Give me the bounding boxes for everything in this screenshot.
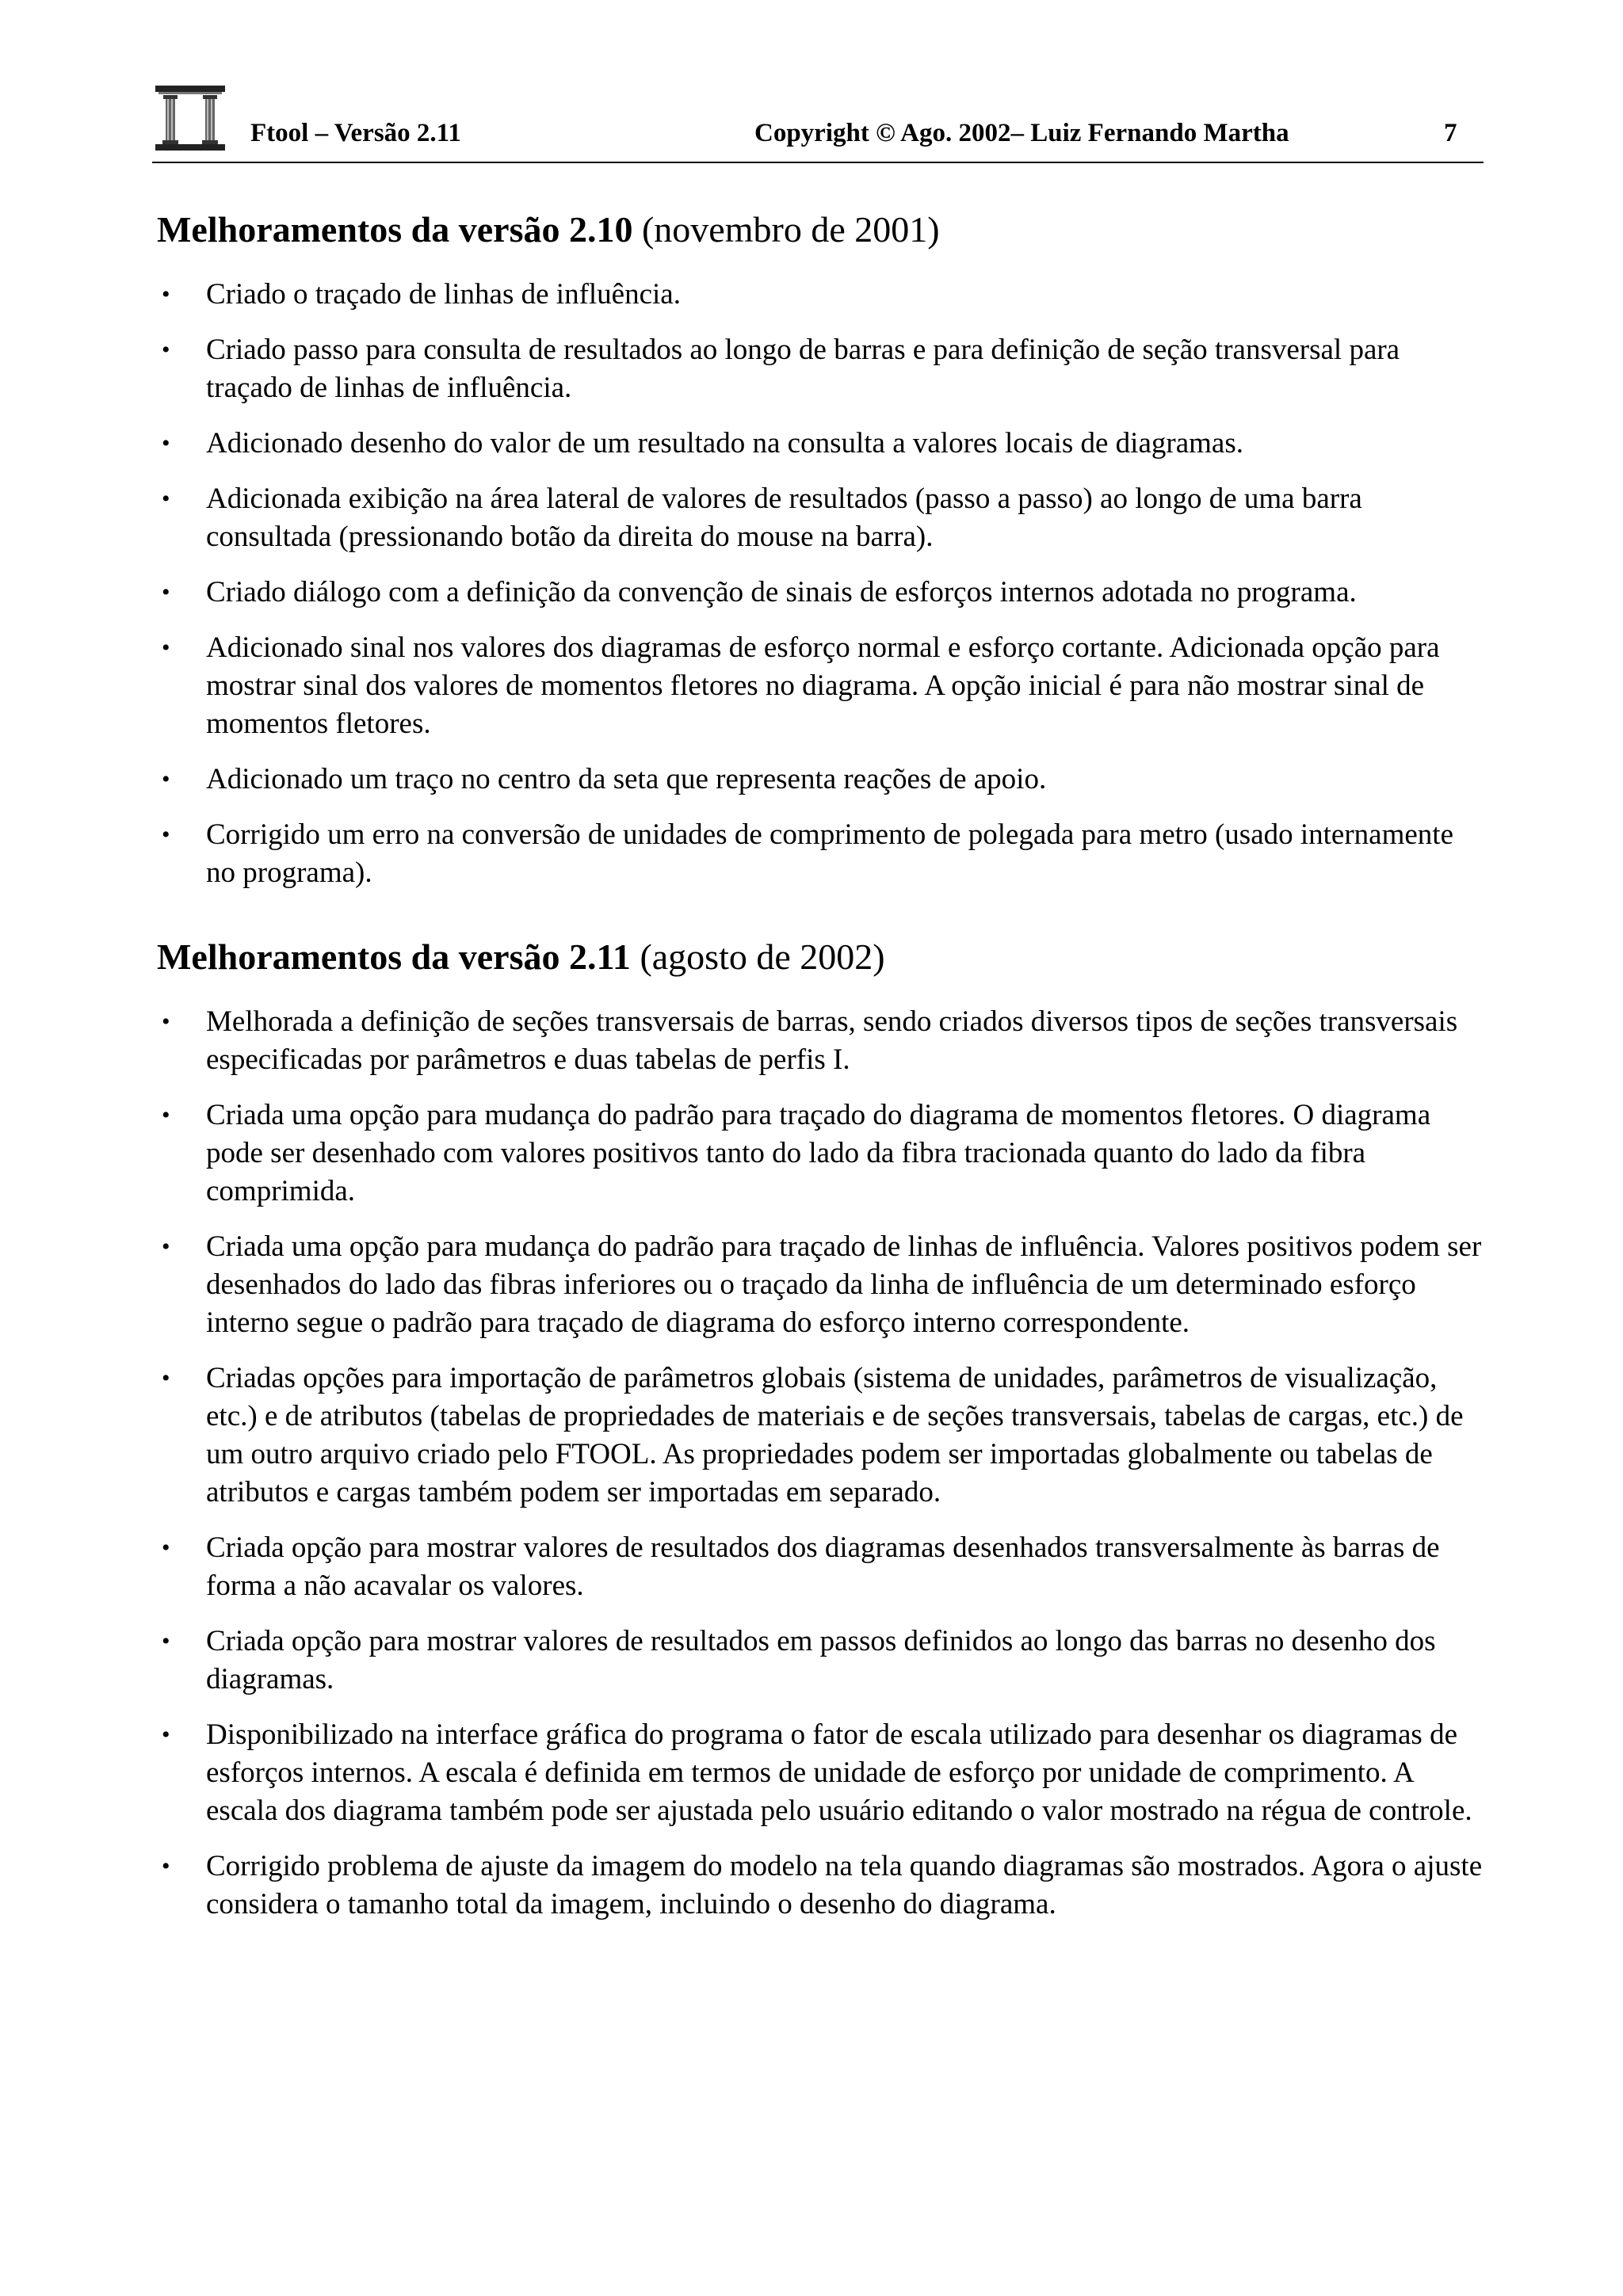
list-item bbox=[157, 1003, 1490, 1079]
bullet-icon: • bbox=[162, 337, 170, 363]
list-item-text: Disponibilizado na interface gráfica do programa o fator de escala utilizado para desenhar os diagramas de esforços internos. A escala é definida em termos de unidade de esforço por unidade de comprimento. A escala dos diagrama também pode ser ajustada pelo usuário editando o valor mostrado na régua de controle. bbox=[206, 1718, 1472, 1827]
bullet-icon: • bbox=[162, 766, 170, 792]
section-title bbox=[157, 208, 1488, 252]
bullet-icon: • bbox=[162, 1535, 170, 1561]
list-item-text: Adicionado desenho do valor de um resultado na consulta a valores locais de diagramas. bbox=[206, 427, 1243, 460]
bullet-icon: • bbox=[162, 1365, 170, 1391]
document-body bbox=[157, 208, 1488, 1941]
bullet-icon: • bbox=[162, 579, 170, 605]
list-item bbox=[157, 1228, 1490, 1342]
list-item-text: Criado passo para consulta de resultados ao longo de barras e para definição de seção transversal para traçado de linhas de influência. bbox=[206, 334, 1400, 404]
bullet-icon: • bbox=[162, 486, 170, 512]
bullet-list bbox=[157, 1003, 1488, 1924]
section-title-date: (agosto de 2002) bbox=[640, 936, 885, 977]
list-item bbox=[157, 629, 1490, 743]
list-item-text: Adicionado um traço no centro da seta que representa reações de apoio. bbox=[206, 763, 1047, 795]
bullet-icon: • bbox=[162, 281, 170, 307]
header-divider bbox=[152, 162, 1484, 163]
list-item bbox=[157, 331, 1490, 407]
header-app-version: Ftool – Versão 2.11 bbox=[250, 119, 461, 147]
list-item bbox=[157, 1848, 1490, 1924]
list-item bbox=[157, 1360, 1490, 1512]
bullet-icon: • bbox=[162, 1722, 170, 1748]
bullet-icon: • bbox=[162, 1853, 170, 1879]
bullet-icon: • bbox=[162, 1628, 170, 1654]
list-item-text: Corrigido um erro na conversão de unidades de comprimento de polegada para metro (usado internamente no programa). bbox=[206, 818, 1453, 889]
list-item-text: Criada opção para mostrar valores de resultados em passos definidos ao longo das barras no desenho dos diagramas. bbox=[206, 1625, 1436, 1695]
list-item bbox=[157, 1716, 1490, 1830]
list-item bbox=[157, 1529, 1490, 1605]
list-item bbox=[157, 276, 1490, 314]
bullet-icon: • bbox=[162, 1234, 170, 1260]
list-item-text: Adicionado sinal nos valores dos diagramas de esforço normal e esforço cortante. Adicionada opção para mostrar sinal dos valores de momentos fletores no diagrama. A opção inicial é para não mostrar sinal de momentos fletores. bbox=[206, 631, 1440, 740]
section-version-2-11 bbox=[157, 935, 1488, 1924]
bullet-list bbox=[157, 276, 1488, 892]
list-item bbox=[157, 1097, 1490, 1211]
section-title-main: Melhoramentos da versão 2.11 bbox=[157, 936, 631, 977]
list-item-text: Criado o traçado de linhas de influência. bbox=[206, 278, 681, 311]
section-title-date: (novembro de 2001) bbox=[641, 209, 940, 250]
list-item-text: Criadas opções para importação de parâmetros globais (sistema de unidades, parâmetros de visualização, etc.) e de atributos (tabelas de propriedades de materiais e de seções transversais, tabelas de cargas, etc.) de um outro arquivo criado pelo FTOOL. As propriedades podem ser importadas globalmente ou tabelas de atributos e cargas também podem ser importadas em separado. bbox=[206, 1362, 1464, 1508]
page-number: 7 bbox=[1444, 119, 1457, 147]
list-item-text: Melhorada a definição de seções transversais de barras, sendo criados diversos tipos de seções transversais especificadas por parâmetros e duas tabelas de perfis I. bbox=[206, 1005, 1458, 1076]
list-item bbox=[157, 1623, 1490, 1699]
list-item-text: Criada opção para mostrar valores de resultados dos diagramas desenhados transversalmente às barras de forma a não acavalar os valores. bbox=[206, 1531, 1440, 1602]
bullet-icon: • bbox=[162, 1102, 170, 1128]
section-title bbox=[157, 935, 1488, 979]
list-item bbox=[157, 574, 1490, 612]
list-item bbox=[157, 816, 1490, 892]
section-version-2-10 bbox=[157, 208, 1488, 892]
list-item bbox=[157, 761, 1490, 799]
list-item-text: Adicionada exibição na área lateral de valores de resultados (passo a passo) ao longo de uma barra consultada (pressionando botão da direita do mouse na barra). bbox=[206, 482, 1362, 553]
bullet-icon: • bbox=[162, 822, 170, 848]
list-item bbox=[157, 480, 1490, 556]
header-copyright: Copyright © Ago. 2002– Luiz Fernando Martha bbox=[754, 119, 1289, 147]
list-item-text: Criado diálogo com a definição da convenção de sinais de esforços internos adotada no programa. bbox=[206, 576, 1357, 608]
list-item-text: Corrigido problema de ajuste da imagem do modelo na tela quando diagramas são mostrados. Agora o ajuste considera o tamanho total da imagem, incluindo o desenho do diagrama. bbox=[206, 1850, 1483, 1920]
list-item bbox=[157, 425, 1490, 463]
columns-logo-icon bbox=[155, 86, 225, 151]
bullet-icon: • bbox=[162, 430, 170, 456]
bullet-icon: • bbox=[162, 1009, 170, 1035]
bullet-icon: • bbox=[162, 635, 170, 661]
section-title-main: Melhoramentos da versão 2.10 bbox=[157, 209, 633, 250]
list-item-text: Criada uma opção para mudança do padrão para traçado do diagrama de momentos fletores. O diagrama pode ser desenhado com valores positivos tanto do lado da fibra tracionada quanto do lado da fibra comprimida. bbox=[206, 1099, 1431, 1207]
page-header bbox=[152, 86, 1484, 165]
list-item-text: Criada uma opção para mudança do padrão para traçado de linhas de influência. Valores positivos podem ser desenhados do lado das fibras inferiores ou o traçado da linha de influência de um determinado esforço interno segue o padrão para traçado de diagrama do esforço interno correspondente. bbox=[206, 1230, 1482, 1339]
